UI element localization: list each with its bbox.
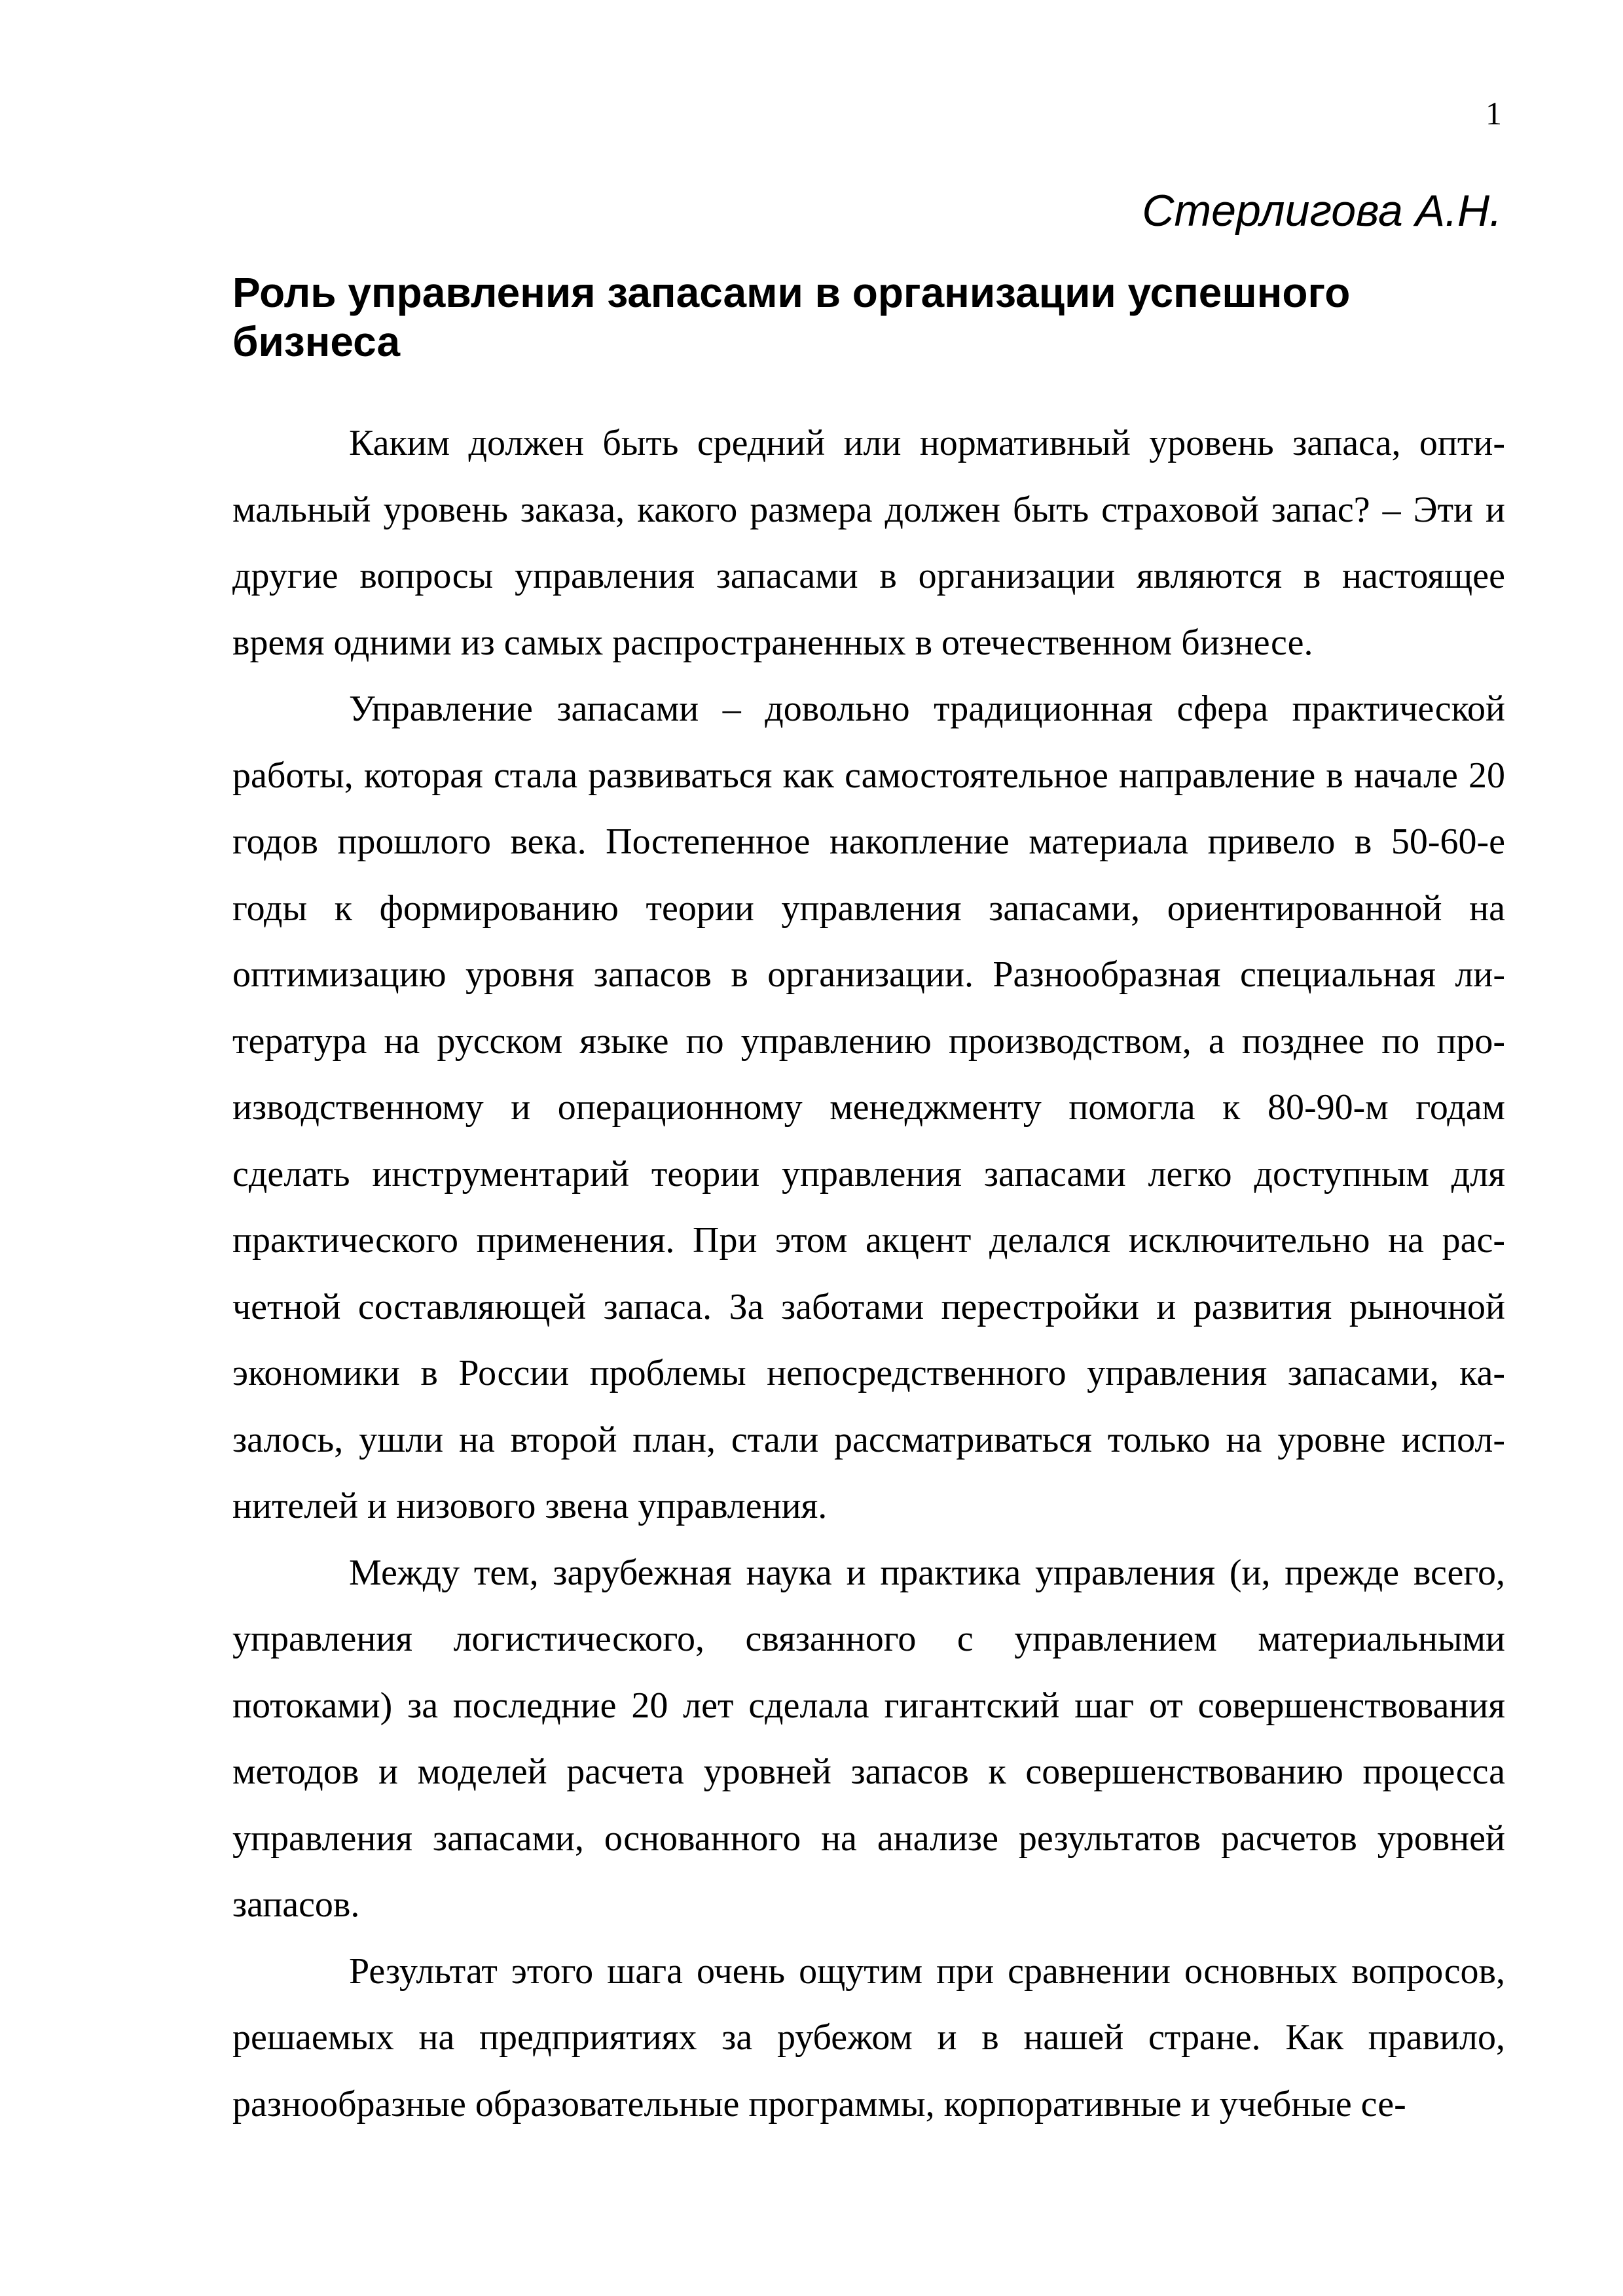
page-number: 1 — [1486, 95, 1502, 132]
document-title: Роль управления запасами в организации успешного бизнеса — [232, 269, 1351, 365]
body-text — [232, 410, 1505, 2138]
paragraph: Каким должен быть средний или нормативный уровень запаса, оптимальный уровень заказа, какого размера должен быть страховой запас? – Эти и другие вопросы управления запасами в организации являются в настоящее время одними из самых распространенных в отечественном бизнесе. — [232, 423, 1505, 663]
paragraph: Между тем, зарубежная наука и практика управления (и, прежде всего, управления логистического, связанного с управлением материальными потоками) за последние 20 лет сделала гигантский шаг от совершенствования методов и моделей расчета уровней запасов к совершенствованию процесса управления запасами, основанного на анализе результатов расчетов уровней запасов. — [232, 1552, 1505, 1925]
paragraph: Результат этого шага очень ощутим при сравнении основных вопросов, решаемых на предприятиях за рубежом и в нашей стране. Как правило, разнообразные образовательные программы, корпоративные и учебные се- — [232, 1950, 1505, 2125]
author-name: Стерлигова А.Н. — [1142, 186, 1502, 236]
paragraph: Управление запасами – довольно традиционная сфера практической работы, которая стала развиваться как самостоятельное направление в начале 20 годов прошлого века. Постепенное накопление материала привело в 50-60-е годы к формированию теории управления запасами, ориентированной на оптимизацию уровня запасов в организации. Разнообразная специальная литература на русском языке по управлению производством, а позднее по производственному и операционному менеджменту помогла к 80-90-м годам сделать инструментарий теории управления запасами легко доступным для практического применения. При этом акцент делался исключительно на расчетной составляющей запаса. За заботами перестройки и развития рыночной экономики в России проблемы непосредственного управления запасами, казалось, ушли на второй план, стали рассматриваться только на уровне исполнителей и низового звена управления. — [232, 689, 1505, 1526]
